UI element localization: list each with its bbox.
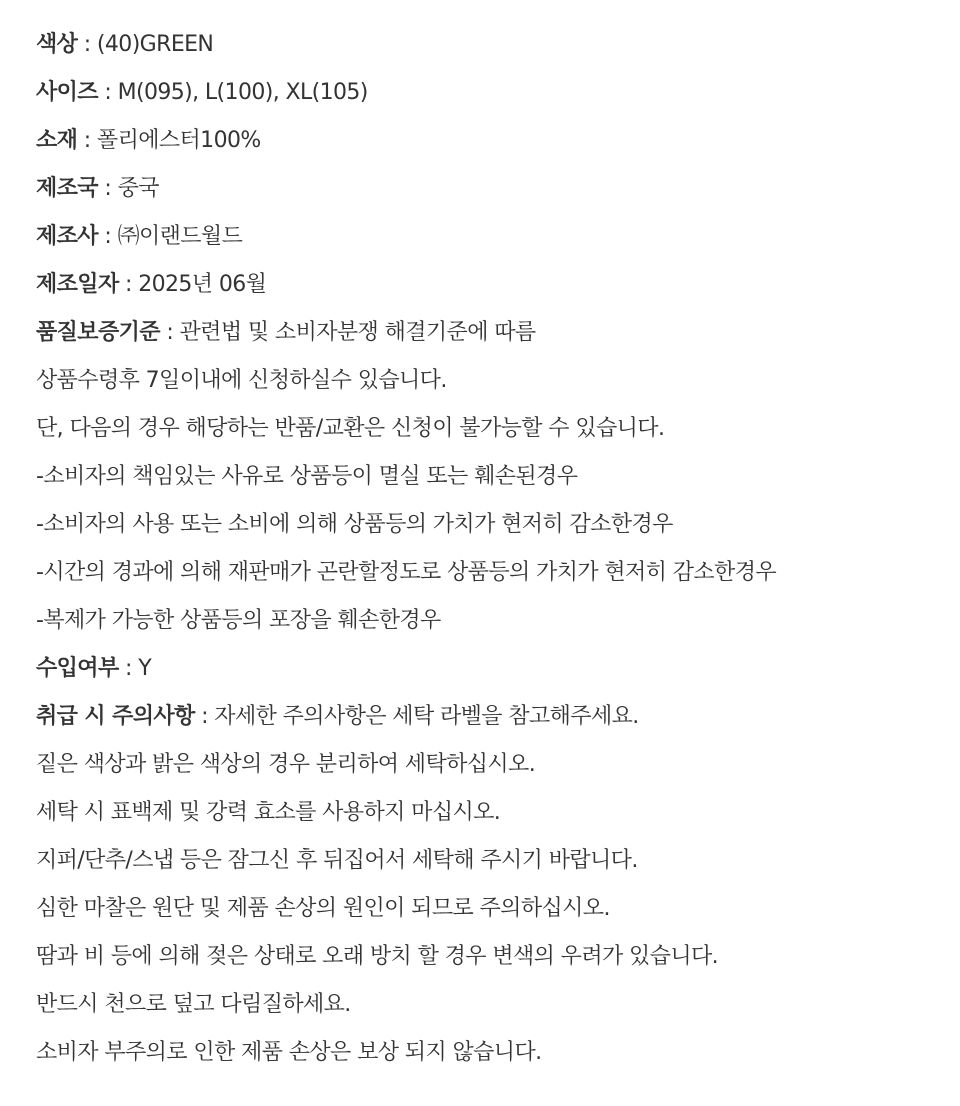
manufacture-date-row	[36, 265, 960, 313]
quality-note: -소비자의 책임있는 사유로 상품등이 멸실 또는 훼손된경우	[36, 464, 578, 489]
quality-note: 단, 다음의 경우 해당하는 반품/교환은 신청이 불가능할 수 있습니다.	[36, 416, 665, 441]
manufacture-date-separator: :	[118, 272, 139, 297]
country-row	[36, 169, 960, 217]
quality-standard-separator: :	[159, 320, 180, 345]
manufacturer-separator: :	[97, 224, 118, 249]
material-label: 소재	[36, 128, 78, 153]
import-label: 수입여부	[36, 656, 119, 681]
care-row	[36, 697, 960, 745]
care-note: 소비자 부주의로 인한 제품 손상은 보상 되지 않습니다.	[36, 1040, 542, 1065]
manufacture-date-value: 2025년 06월	[138, 272, 267, 297]
country-label: 제조국	[36, 176, 98, 201]
quality-standard-row	[36, 313, 960, 361]
color-label: 색상	[36, 32, 78, 57]
care-separator: :	[194, 704, 215, 729]
quality-note: 상품수령후 7일이내에 신청하실수 있습니다.	[36, 368, 447, 393]
color-row	[36, 25, 960, 73]
material-value: 폴리에스터100%	[96, 128, 261, 153]
country-separator: :	[97, 176, 118, 201]
manufacture-date-label: 제조일자	[36, 272, 119, 297]
quality-note: -시간의 경과에 의해 재판매가 곤란할정도로 상품등의 가치가 현저히 감소한경우	[36, 560, 777, 585]
size-value: M(095), L(100), XL(105)	[117, 80, 368, 105]
color-value: (40)GREEN	[96, 32, 214, 57]
care-note: 땀과 비 등에 의해 젖은 상태로 오래 방치 할 경우 변색의 우려가 있습니다.	[36, 944, 719, 969]
care-note: 반드시 천으로 덮고 다림질하세요.	[36, 992, 351, 1017]
quality-standard-value: 관련법 및 소비자분쟁 해결기준에 따름	[179, 320, 536, 345]
manufacturer-row	[36, 217, 960, 265]
care-note: 지퍼/단추/스냅 등은 잠그신 후 뒤집어서 세탁해 주시기 바랍니다.	[36, 848, 638, 873]
material-separator: :	[77, 128, 97, 153]
care-value: 자세한 주의사항은 세탁 라벨을 참고해주세요.	[214, 704, 639, 729]
manufacturer-label: 제조사	[36, 224, 98, 249]
care-note: 심한 마찰은 원단 및 제품 손상의 원인이 되므로 주의하십시오.	[36, 896, 610, 921]
quality-note: -복제가 가능한 상품등의 포장을 훼손한경우	[36, 608, 441, 633]
quality-standard-label: 품질보증기준	[36, 320, 160, 345]
import-row	[36, 649, 960, 697]
quality-note: -소비자의 사용 또는 소비에 의해 상품등의 가치가 현저히 감소한경우	[36, 512, 673, 537]
material-row	[36, 121, 960, 169]
size-label: 사이즈	[36, 80, 98, 105]
size-separator: :	[97, 80, 118, 105]
import-value: Y	[138, 656, 152, 681]
color-separator: :	[77, 32, 97, 57]
import-separator: :	[118, 656, 139, 681]
size-row	[36, 73, 960, 121]
care-label: 취급 시 주의사항	[36, 704, 195, 729]
care-note: 세탁 시 표백제 및 강력 효소를 사용하지 마십시오.	[36, 800, 501, 825]
manufacturer-value: ㈜이랜드월드	[117, 224, 243, 249]
care-note: 짙은 색상과 밝은 색상의 경우 분리하여 세탁하십시오.	[36, 752, 536, 777]
country-value: 중국	[117, 176, 159, 201]
